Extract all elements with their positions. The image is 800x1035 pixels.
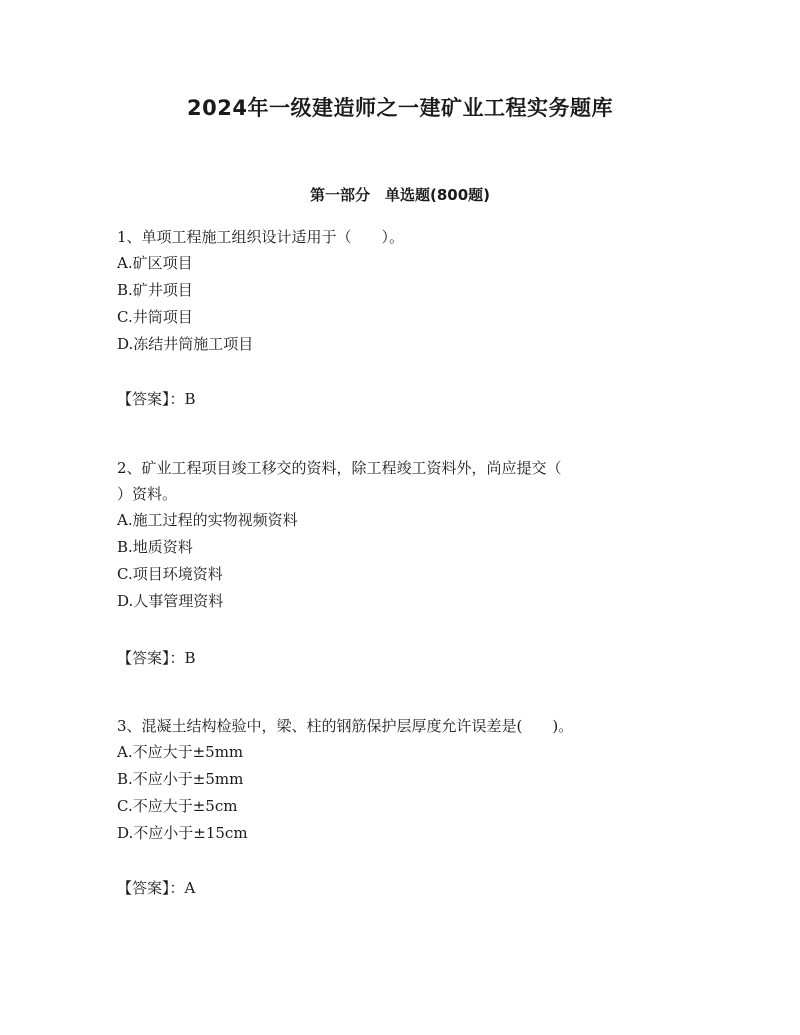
option-c: C.不应大于±5cm <box>117 797 238 815</box>
section-title: 第一部分 单选题(800题) <box>309 186 491 204</box>
option-c: C.项目环境资料 <box>117 565 223 583</box>
option-d: D.冻结井筒施工项目 <box>117 335 254 353</box>
option-b: B.地质资料 <box>117 538 193 556</box>
question-stem: 3、混凝土结构检验中，梁、柱的钢筋保护层厚度允许误差是( )。 <box>117 717 574 735</box>
question-3 <box>117 713 677 847</box>
option-a: A.施工过程的实物视频资料 <box>117 511 298 529</box>
option-d: D.不应小于±15cm <box>117 824 248 842</box>
option-d: D.人事管理资料 <box>117 592 224 610</box>
option-b: B.不应小于±5mm <box>117 770 244 788</box>
answer-3: 【答案】：A <box>117 879 196 897</box>
option-b: B.矿井项目 <box>117 281 193 299</box>
option-c: C.井筒项目 <box>117 308 193 326</box>
answer-2: 【答案】：B <box>117 649 196 667</box>
question-stem-continued: ）资料。 <box>117 485 178 503</box>
answer-1: 【答案】：B <box>117 390 196 408</box>
question-2 <box>117 455 677 615</box>
question-1 <box>117 224 677 358</box>
question-stem: 1、单项工程施工组织设计适用于（ ）。 <box>117 228 405 246</box>
question-stem: 2、矿业工程项目竣工移交的资料，除工程竣工资料外，尚应提交（ <box>117 459 562 477</box>
document-title: 2024年一级建造师之一建矿业工程实务题库 <box>187 96 613 120</box>
option-a: A.不应大于±5mm <box>117 743 244 761</box>
option-a: A.矿区项目 <box>117 254 193 272</box>
